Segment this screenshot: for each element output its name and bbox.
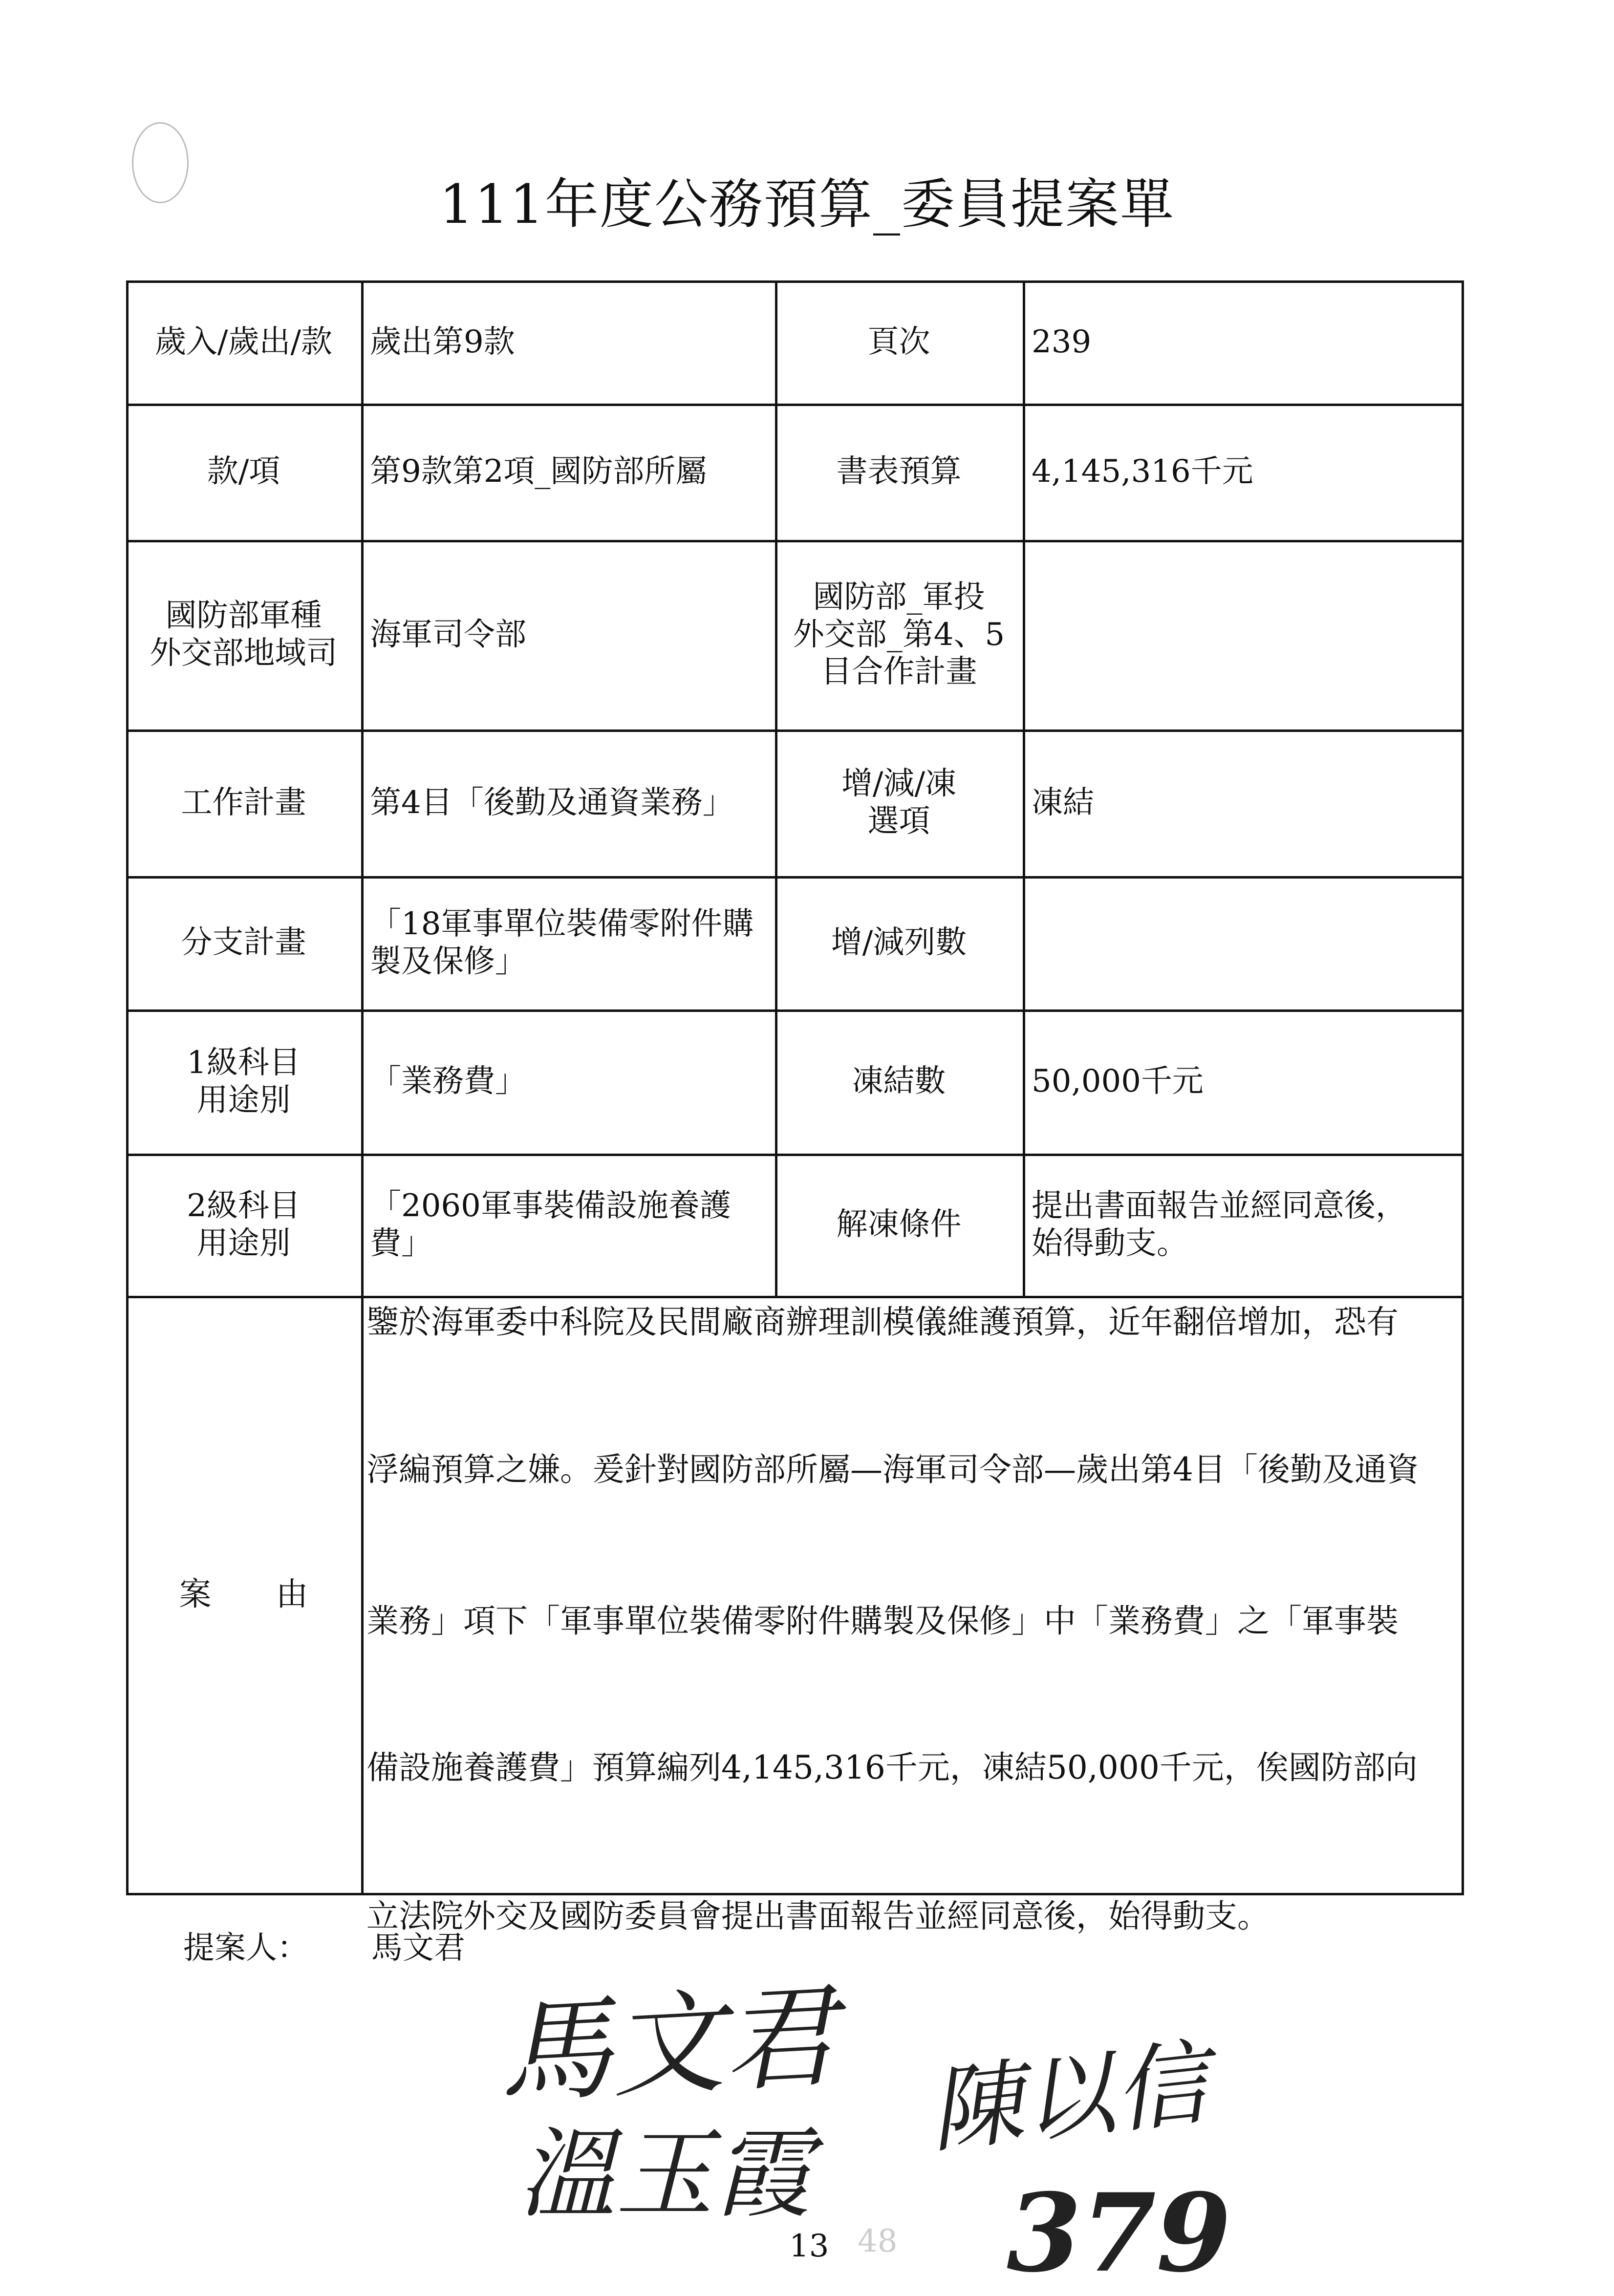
- page-number: 13: [789, 2228, 829, 2264]
- handwritten-number: 379: [1007, 2169, 1231, 2296]
- field-value: [1023, 876, 1462, 1009]
- faint-page-number: 48: [858, 2223, 898, 2259]
- field-value: [1023, 540, 1462, 730]
- field-value: 海軍司令部: [370, 616, 526, 653]
- page-title: 111年度公務預算_委員提案單: [439, 173, 1175, 236]
- signature: 陳以信: [924, 2029, 1213, 2166]
- field-value: 「業務費」: [370, 1063, 526, 1100]
- field-label: 款/項: [207, 453, 280, 490]
- table-rule: [1462, 280, 1464, 1893]
- field-label: 解凍條件: [836, 1206, 962, 1243]
- field-value: 「2060軍事裝備設施養護 費」: [370, 1187, 731, 1262]
- field-label: 工作計畫: [181, 784, 306, 821]
- field-value: 50,000千元: [1032, 1063, 1204, 1100]
- reason-line: 業務」項下「軍事單位裝備零附件購製及保修」中「業務費」之「軍事裝: [366, 1602, 1399, 1640]
- reason-line: 立法院外交及國防委員會提出書面報告並經同意後，始得動支。: [366, 1897, 1270, 1935]
- field-value: 4,145,316千元: [1032, 453, 1253, 490]
- reason-label: 案 由: [179, 1575, 308, 1613]
- field-label: 歲入/歲出/款: [154, 323, 333, 360]
- field-label: 增/減列數: [831, 924, 967, 961]
- field-value: 提出書面報告並經同意後， 始得動支。: [1032, 1187, 1407, 1262]
- field-label: 國防部_軍投 外交部_第4、5 目合作計畫: [793, 579, 1005, 690]
- field-label: 2級科目 用途別: [187, 1187, 301, 1262]
- reason-line: 鑒於海軍委中科院及民間廠商辦理訓模儀維護預算，近年翻倍增加，恐有: [366, 1303, 1399, 1341]
- field-value: 第4目「後勤及通資業務」: [370, 784, 734, 821]
- field-label: 頁次: [867, 323, 930, 360]
- field-value: 歲出第9款: [370, 323, 515, 360]
- field-label: 書表預算: [836, 453, 962, 490]
- field-value: 239: [1032, 323, 1092, 360]
- field-label: 1級科目 用途別: [187, 1044, 301, 1118]
- field-value: 「18軍事單位裝備零附件購 製及保修」: [370, 905, 754, 980]
- reason-line: 浮編預算之嫌。爰針對國防部所屬—海軍司令部—歲出第4目「後勤及通資: [366, 1451, 1419, 1488]
- proposer-name: 馬文君: [371, 1930, 465, 1966]
- signature: 馬文君: [495, 1972, 839, 2120]
- field-label: 國防部軍種 外交部地域司: [150, 598, 338, 671]
- field-value: 凍結: [1032, 784, 1094, 821]
- field-value: 第9款第2項_國防部所屬: [370, 453, 707, 490]
- proposer-label: 提案人：: [183, 1930, 308, 1966]
- field-label: 增/減/凍 選項: [841, 766, 957, 839]
- reason-line: 備設施養護費」預算編列4,145,316千元，凍結50,000千元，俟國防部向: [366, 1749, 1418, 1786]
- field-label: 凍結數: [852, 1063, 946, 1100]
- signature: 溫玉霞: [518, 2118, 812, 2232]
- field-label: 分支計畫: [181, 924, 306, 961]
